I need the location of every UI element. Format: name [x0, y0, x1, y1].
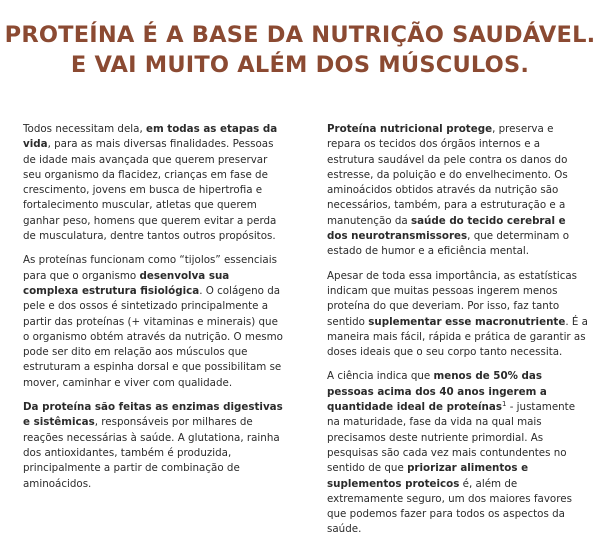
right-paragraph-1 — [327, 122, 589, 260]
bold-run: priorizar alimentos e suplementos proteicos — [327, 462, 529, 490]
bold-run: suplementar esse macronutriente — [368, 315, 566, 328]
bold-run: Da proteína são feitas as enzimas digestivas e sistêmicas — [23, 401, 283, 429]
right-paragraph-3 — [327, 369, 589, 537]
text-run: . O colágeno da pele e dos ossos é sintetizado principalmente a partir das proteínas (+ vitaminas e minerais) que o organismo obtém através da nutrição. O mesmo pode ser dito em relação aos músculos que estruturam a espinha dorsal e que possibilitam se mover, caminhar e viver com qualidade. — [23, 284, 283, 389]
bold-run: saúde do tecido cerebral e dos neurotransmissores — [327, 214, 566, 243]
text-run: As proteínas funcionam como “tijolos” essenciais para que o organismo — [23, 254, 277, 282]
bold-run: Proteína nutricional protege — [327, 123, 493, 135]
headline-line-2: E VAI MUITO ALÉM DOS MÚSCULOS. — [70, 52, 530, 78]
text-run: . É a maneira mais fácil, rápida e prática de garantir as doses ideais que o seu corpo tanto necessita. — [327, 315, 588, 359]
text-run: Todos necessitam dela, — [23, 123, 146, 135]
right-column — [327, 122, 589, 547]
headline-line-1: PROTEÍNA É A BASE DA NUTRIÇÃO SAUDÁVEL. — [4, 22, 596, 48]
bold-run: desenvolva sua complexa estrutura fisiológica — [23, 269, 230, 297]
headline — [0, 20, 600, 80]
text-run: é, além de extremamente seguro, um dos maiores favores que podemos fazer para todos os aspectos da saúde. — [327, 477, 572, 536]
left-paragraph-1 — [23, 122, 285, 244]
text-run: , responsáveis por milhares de reações necessárias à saúde. A glutationa, rainha dos antioxidantes, também é produzida, principalmente a partir de combinação de aminoácidos. — [23, 416, 280, 490]
footnote-marker: 1 — [501, 400, 507, 409]
right-paragraph-2 — [327, 269, 589, 361]
bold-run: menos de 50% das pessoas acima dos 40 anos ingerem a quantidade ideal de proteínas — [327, 370, 547, 414]
text-run: A ciência indica que — [327, 370, 434, 383]
text-run: , preserva e repara os tecidos dos órgãos internos e a estrutura saudável da pele contra os danos do estresse, da poluição e do envelhecimento. Os aminoácidos obtidos através da nutrição são necessários, também, para a estruturação e a manutenção da — [327, 123, 568, 227]
left-paragraph-2 — [23, 253, 285, 391]
left-column — [23, 122, 285, 501]
left-paragraph-3 — [23, 400, 285, 492]
text-run: , para as mais diversas finalidades. Pessoas de idade mais avançada que querem preservar seu organismo da flacidez, crianças em fase de crescimento, jovens em busca de hipertrofia e fortalecimento muscular, atletas que querem ganhar peso, homens que querem evitar a perda de musculatura, dentre tantos outros propósitos. — [23, 138, 277, 243]
text-run: - justamente na maturidade, fase da vida na qual mais precisamos deste nutriente primordial. As pesquisas são cada vez mais contundentes no sentido de que — [327, 401, 576, 475]
bold-run: em todas as etapas da vida — [23, 123, 278, 151]
text-run: Apesar de toda essa importância, as estatísticas indicam que muitas pessoas ingerem menos proteína do que deveriam. Por isso, faz tanto sentido — [327, 269, 578, 328]
text-run: , que determinam o estado de humor e a eficiência mental. — [327, 230, 569, 258]
